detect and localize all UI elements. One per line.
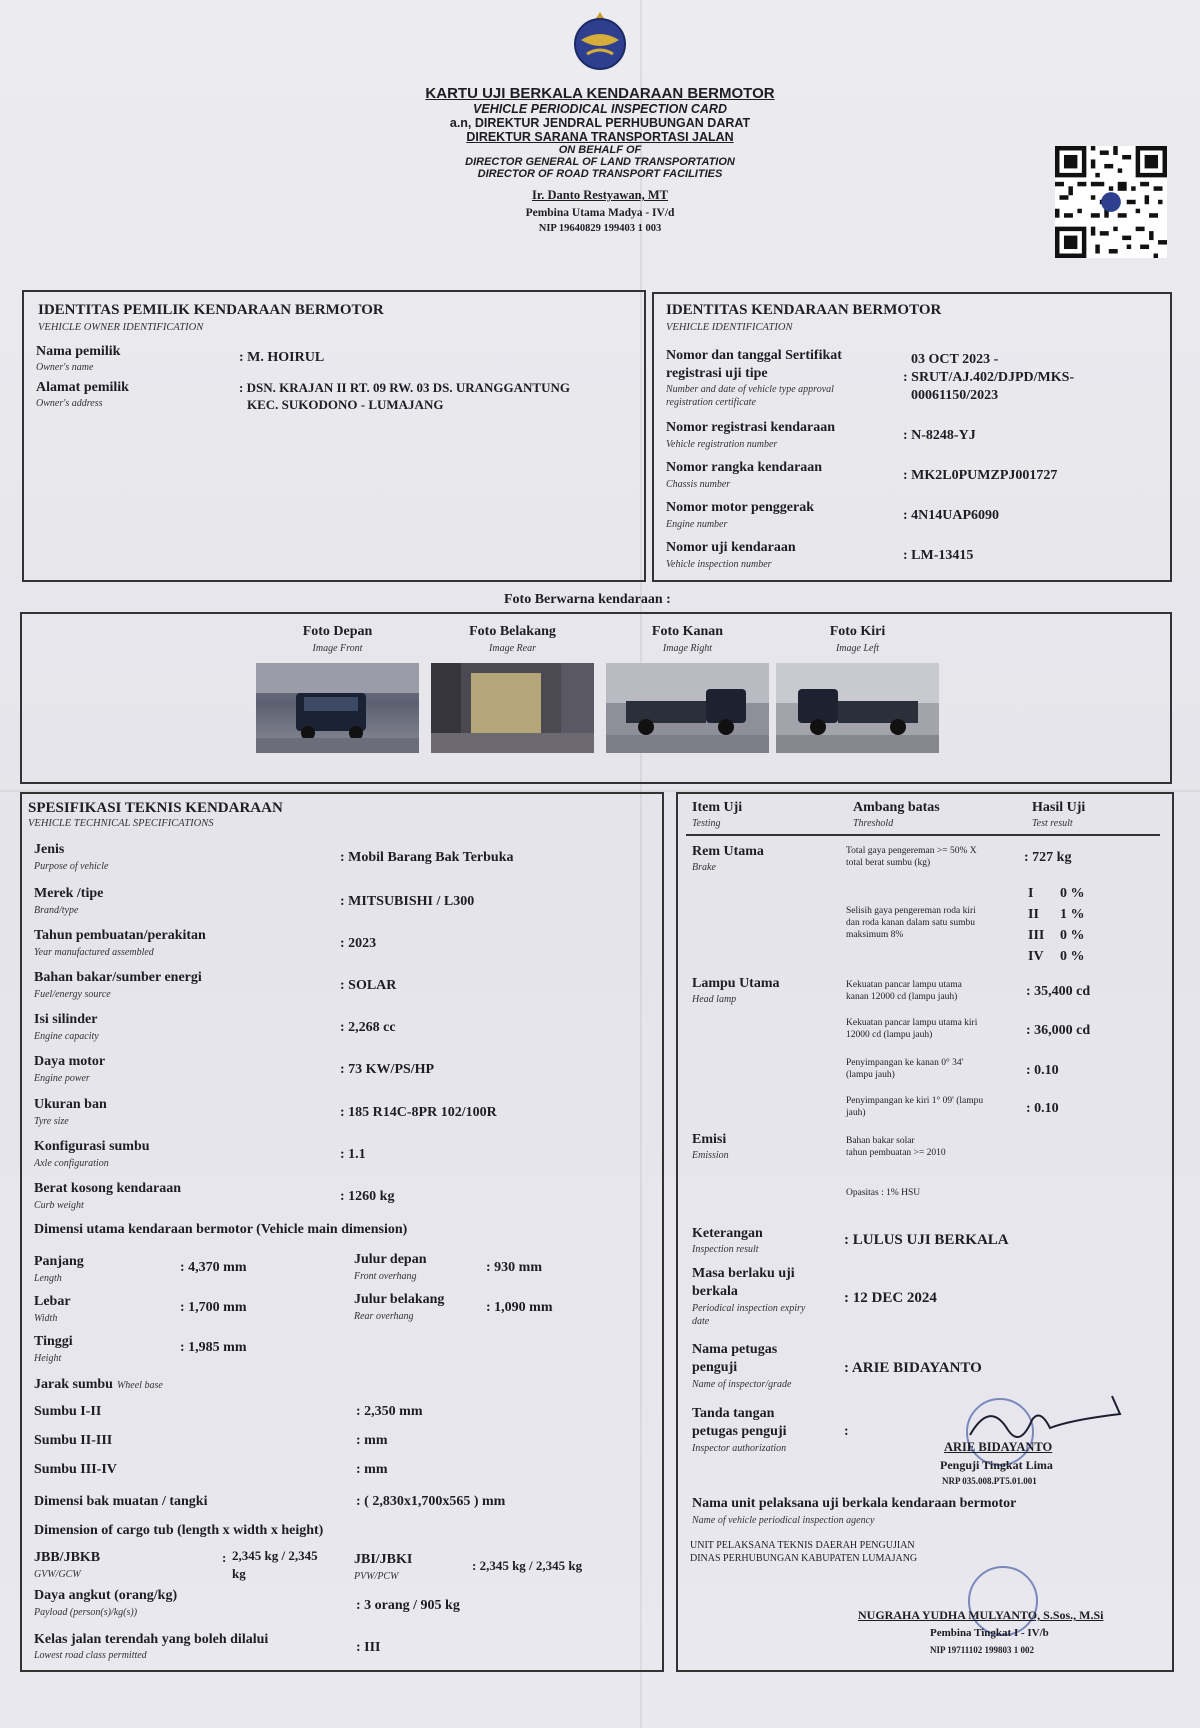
pvw-value: : 2,345 kg / 2,345 kg [472,1558,583,1573]
section-subtitle: VEHICLE TECHNICAL SPECIFICATIONS [28,818,214,829]
spec-sublabel: Engine capacity [34,1031,99,1042]
opacity-threshold: Opasitas : 1% HSU [846,1188,921,1198]
photos-section [20,612,1172,784]
expiry-label: Masa berlaku uji [692,1266,795,1281]
owner-address-value: : DSN. KRAJAN II RT. 09 RW. 03 DS. URANGGANTUNG [239,380,570,395]
headlamp-sublabel: Head lamp [692,994,737,1005]
axle-difference-value: 0 % [1060,928,1085,943]
spec-value: : MITSUBISHI / L300 [340,894,475,909]
spec-value: : 185 R14C-8PR 102/100R [340,1105,497,1120]
inspector-rank: Penguji Tingkat Lima [940,1458,1053,1472]
spec-value: : 1.1 [340,1147,366,1162]
col-result-header: Hasil Uji [1032,800,1086,815]
spec-value: : Mobil Barang Bak Terbuka [340,850,514,865]
vehicle-photo-right [606,663,769,753]
inspection-number-sublabel: Vehicle inspection number [666,559,772,570]
gvw-value: 2,345 kg / 2,345 [232,1548,318,1563]
director-nip: NIP 19640829 199403 1 003 [538,223,662,234]
headlamp-right-result: : 35,400 cd [1026,984,1091,999]
signature-colon: : [844,1424,849,1439]
dimension-heading: Dimensi utama kendaraan bermotor (Vehicle main dimension) [34,1222,408,1237]
photo-title: Foto Belakang [469,624,556,639]
brake-threshold: total berat sumbu (kg) [846,858,931,868]
headlamp-right-threshold: Kekuatan pancar lampu utama [846,980,962,990]
photo-subtitle: Image Rear [489,643,536,654]
inspector-signature-label: Tanda tangan [692,1406,775,1421]
section-subtitle: VEHICLE OWNER IDENTIFICATION [38,322,204,333]
inspection-number-value: : LM-13415 [903,548,974,563]
expiry-sublabel: date [692,1316,710,1327]
spec-label: Ukuran ban [34,1097,107,1112]
brake-difference-threshold: maksimum 8% [846,930,904,940]
spec-label: Isi silinder [34,1012,98,1027]
emission-threshold: Bahan bakar solar [846,1136,915,1146]
vehicle-photo-left [776,663,939,753]
header-line: DIRECTOR OF ROAD TRANSPORT FACILITIES [477,168,723,180]
spec-sublabel: Engine power [34,1073,90,1084]
deviation-left-threshold: Penyimpangan ke kiri 1° 09' (lampu [846,1096,984,1106]
inspection-result-label: Keterangan [692,1226,763,1241]
header-line: a.n, DIREKTUR JENDRAL PERHUBUNGAN DARAT [449,116,751,130]
axle-1-2-value: : 2,350 mm [356,1404,423,1419]
cargo-tub-value: : ( 2,830x1,700x565 ) mm [356,1494,506,1509]
axle-3-4-label: Sumbu III-IV [34,1462,117,1477]
spec-sublabel: Tyre size [34,1116,69,1127]
rear-overhang-sublabel: Rear overhang [354,1311,414,1322]
inspection-result-sublabel: Inspection result [692,1244,759,1255]
spec-value: : SOLAR [340,978,397,993]
cert-value: : SRUT/AJ.402/DJPD/MKS- [903,370,1075,385]
brake-label: Rem Utama [692,844,764,859]
spec-value: : 1260 kg [340,1189,395,1204]
engine-sublabel: Engine number [666,519,728,530]
inspector-name-value: : ARIE BIDAYANTO [844,1360,982,1376]
registration-value: : N-8248-YJ [903,428,976,443]
spec-label: Jenis [34,842,65,857]
headlamp-label: Lampu Utama [692,976,780,991]
col-result-subheader: Test result [1032,818,1073,829]
expiry-label: berkala [692,1284,738,1299]
headlamp-left-threshold: Kekuatan pancar lampu utama kiri [846,1018,978,1028]
registration-label: Nomor registrasi kendaraan [666,420,836,435]
cert-label: registrasi uji tipe [666,366,768,381]
photo-subtitle: Image Right [662,643,713,654]
front-overhang-value: : 930 mm [486,1260,542,1275]
width-sublabel: Width [34,1313,58,1324]
spec-value: : 73 KW/PS/HP [340,1062,435,1077]
deviation-left-result: : 0.10 [1026,1101,1059,1116]
agency-head-nip: NIP 19711102 199803 1 002 [930,1645,1035,1655]
spec-sublabel: Purpose of vehicle [34,861,109,872]
axle-number: II [1028,907,1039,922]
section-title: IDENTITAS KENDARAAN BERMOTOR [666,302,942,318]
pvw-label: JBI/JBKI [354,1552,413,1567]
col-threshold-subheader: Threshold [853,818,894,829]
section-title: IDENTITAS PEMILIK KENDARAAN BERMOTOR [38,302,384,318]
axle-2-3-value: : mm [356,1433,388,1448]
front-overhang-label: Julur depan [354,1252,427,1267]
height-label: Tinggi [34,1334,73,1349]
inspector-name-sublabel: Name of inspector/grade [692,1379,792,1390]
spec-label: Tahun pembuatan/perakitan [34,928,206,943]
axle-number: IV [1028,949,1044,964]
agency-name: DINAS PERHUBUNGAN KABUPATEN LUMAJANG [690,1553,918,1564]
header-line: DIREKTUR SARANA TRANSPORTASI JALAN [466,130,734,144]
cert-sublabel: registration certificate [666,397,756,408]
qr-code-icon [1055,146,1167,258]
owner-name-sublabel: Owner's name [36,362,94,373]
brake-difference-threshold: Selisih gaya pengereman roda kiri [846,906,976,916]
engine-label: Nomor motor penggerak [666,500,815,515]
photo-subtitle: Image Left [835,643,880,654]
road-class-value: : III [356,1640,381,1655]
length-label: Panjang [34,1254,84,1269]
header-divider [686,834,1160,836]
ministry-emblem-icon [569,10,631,72]
card-title: KARTU UJI BERKALA KENDARAAN BERMOTOR [425,85,775,102]
chassis-value: : MK2L0PUMZPJ001727 [903,468,1058,483]
spec-label: Konfigurasi sumbu [34,1139,150,1154]
emission-sublabel: Emission [692,1150,729,1161]
height-sublabel: Height [34,1353,62,1364]
spec-sublabel: Brand/type [34,905,79,916]
registration-sublabel: Vehicle registration number [666,439,778,450]
expiry-value: : 12 DEC 2024 [844,1290,937,1306]
brake-result: : 727 kg [1024,850,1072,865]
spec-sublabel: Axle configuration [34,1158,109,1169]
spec-value: : 2,268 cc [340,1020,396,1035]
spec-label: Daya motor [34,1054,106,1069]
document-header [380,10,820,234]
agency-head-name: NUGRAHA YUDHA MULYANTO, S.Sos., M.Si [858,1608,1104,1622]
headlamp-left-result: : 36,000 cd [1026,1023,1091,1038]
inspector-name-label: Nama petugas [692,1342,778,1357]
axle-difference-value: 0 % [1060,949,1085,964]
road-class-label: Kelas jalan terendah yang boleh dilalui [34,1632,269,1647]
owner-name-label: Nama pemilik [36,344,121,359]
engine-value: : 4N14UAP6090 [903,508,1000,523]
agency-stamp-icon [968,1566,1038,1636]
cargo-tub-label: Dimensi bak muatan / tangki [34,1494,208,1509]
axle-number: III [1028,928,1045,943]
header-line: DIRECTOR GENERAL OF LAND TRANSPORTATION [465,156,735,168]
vehicle-photo-front [256,663,419,753]
expiry-sublabel: Periodical inspection expiry [692,1303,806,1314]
col-testing-subheader: Testing [692,818,721,829]
cert-value: 03 OCT 2023 - [911,352,999,367]
photo-subtitle: Image Front [312,643,363,654]
gvw-colon: : [222,1550,227,1565]
axle-difference-value: 1 % [1060,907,1085,922]
payload-sublabel: Payload (person(s)/kg(s)) [34,1607,138,1618]
section-subtitle: VEHICLE IDENTIFICATION [666,322,793,333]
front-overhang-sublabel: Front overhang [354,1271,417,1282]
photo-title: Foto Kanan [651,624,724,639]
card-subtitle: VEHICLE PERIODICAL INSPECTION CARD [473,102,727,116]
road-class-sublabel: Lowest road class permitted [34,1650,147,1661]
col-testing-header: Item Uji [692,800,743,815]
deviation-right-threshold: Penyimpangan ke kanan 0° 34' [846,1058,964,1068]
vehicle-photo-rear [431,663,594,753]
wheelbase-heading [34,1375,163,1393]
inspector-name-label: penguji [692,1360,738,1375]
owner-identification-section [22,290,646,582]
deviation-right-result: : 0.10 [1026,1063,1059,1078]
cert-label: Nomor dan tanggal Sertifikat [666,348,842,363]
axle-1-2-label: Sumbu I-II [34,1404,102,1419]
chassis-sublabel: Chassis number [666,479,731,490]
deviation-right-threshold: (lampu jauh) [846,1070,895,1080]
inspector-signature-sublabel: Inspector authorization [692,1443,787,1454]
rear-overhang-value: : 1,090 mm [486,1300,553,1315]
deviation-left-threshold: jauh) [846,1108,866,1118]
spec-value: : 2023 [340,936,377,951]
spec-label: Bahan bakar/sumber energi [34,970,202,985]
spec-sublabel: Year manufactured assembled [34,947,154,958]
gvw-label: JBB/JBKB [34,1550,101,1565]
agency-head-rank: Pembina Tingkat I - IV/b [930,1627,1049,1639]
headlamp-left-threshold: 12000 cd (lampu jauh) [846,1030,933,1040]
brake-sublabel: Brake [692,862,716,873]
spec-label: Merek /tipe [34,886,104,901]
inspector-signature-name: ARIE BIDAYANTO [944,1440,1053,1454]
chassis-label: Nomor rangka kendaraan [666,460,823,475]
axle-3-4-value: : mm [356,1462,388,1477]
wheelbase-sublabel: Wheel base [116,1380,163,1391]
axle-2-3-label: Sumbu II-III [34,1433,113,1448]
width-value: : 1,700 mm [180,1300,247,1315]
agency-name: UNIT PELAKSANA TEKNIS DAERAH PENGUJIAN [690,1540,915,1551]
director-rank: Pembina Utama Madya - IV/d [525,207,675,219]
payload-value: : 3 orang / 905 kg [356,1598,460,1613]
photos-heading: Foto Berwarna kendaraan : [504,592,671,607]
inspection-result-value: : LULUS UJI BERKALA [844,1232,1009,1248]
length-value: : 4,370 mm [180,1260,247,1275]
agency-label: Nama unit pelaksana uji berkala kendaraan bermotor [692,1496,1017,1511]
emission-label: Emisi [692,1132,727,1147]
inspector-signature-label: petugas penguji [692,1424,787,1439]
spec-sublabel: Curb weight [34,1200,84,1211]
pvw-sublabel: PVW/PCW [354,1571,399,1582]
section-title: SPESIFIKASI TEKNIS KENDARAAN [28,800,283,816]
director-name: Ir. Danto Restyawan, MT [532,188,668,202]
spec-sublabel: Fuel/energy source [34,989,111,1000]
headlamp-right-threshold: kanan 12000 cd (lampu jauh) [846,992,958,1002]
gvw-value: kg [232,1566,246,1581]
photo-title: Foto Kiri [829,624,886,639]
axle-difference-value: 0 % [1060,886,1085,901]
rear-overhang-label: Julur belakang [354,1292,445,1307]
owner-name-value: : M. HOIRUL [239,350,325,365]
col-threshold-header: Ambang batas [853,800,940,815]
spec-label: Berat kosong kendaraan [34,1181,182,1196]
brake-difference-threshold: dan roda kanan dalam satu sumbu [846,918,976,928]
length-sublabel: Length [34,1273,62,1284]
brake-threshold: Total gaya pengereman >= 50% X [846,846,977,856]
cert-value: 00061150/2023 [911,388,999,403]
width-label: Lebar [34,1294,71,1309]
cert-sublabel: Number and date of vehicle type approval [666,384,834,395]
inspection-number-label: Nomor uji kendaraan [666,540,796,555]
wheelbase-label: Jarak sumbu [34,1377,113,1392]
vehicle-identification-section [652,292,1172,582]
height-value: : 1,985 mm [180,1340,247,1355]
owner-address-label: Alamat pemilik [36,380,129,395]
cargo-tub-english-label: Dimension of cargo tub (length x width x height) [34,1523,324,1538]
gvw-sublabel: GVW/GCW [34,1569,81,1580]
owner-address-sublabel: Owner's address [36,398,103,409]
agency-sublabel: Name of vehicle periodical inspection agency [692,1515,875,1526]
owner-address-value: KEC. SUKODONO - LUMAJANG [247,397,444,412]
inspector-nrp: NRP 035.008.PT5.01.001 [942,1476,1037,1486]
axle-number: I [1028,886,1034,901]
payload-label: Daya angkut (orang/kg) [34,1588,178,1603]
header-line: ON BEHALF OF [558,144,642,156]
emission-threshold: tahun pembuatan >= 2010 [846,1148,946,1158]
photo-title: Foto Depan [302,624,373,639]
